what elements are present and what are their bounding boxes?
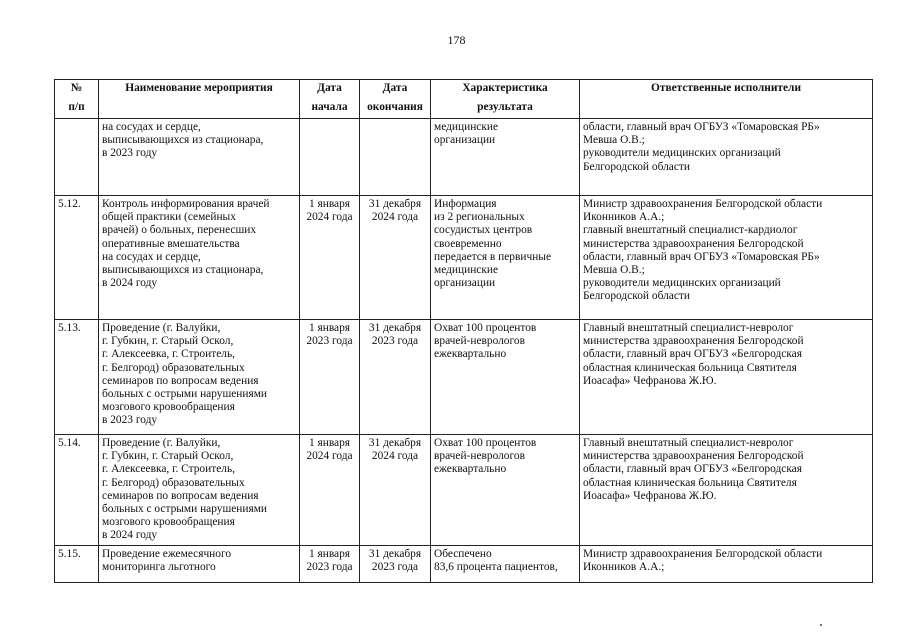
table-header-row	[55, 80, 873, 119]
start-date: 1 января 2024 года	[300, 435, 360, 546]
header-name: Наименование мероприятия	[99, 80, 300, 119]
start-date: 1 января 2023 года	[300, 320, 360, 435]
header-start-date: Дата начала	[300, 80, 360, 119]
result-text: Охват 100 процентов врачей-неврологов ежеквартально	[431, 320, 580, 435]
activity-name: Проведение (г. Валуйки, г. Губкин, г. Старый Оскол, г. Алексеевка, г. Строитель, г. Белгород) образовательных семинаров по вопросам ведения больных с острыми нарушениями мозгового кровообращения в 2023 году	[99, 320, 300, 435]
activities-table	[54, 79, 873, 583]
start-date	[300, 119, 360, 196]
row-number: 5.14.	[55, 435, 99, 546]
activity-name: Проведение ежемесячного мониторинга льготного	[99, 546, 300, 583]
start-date: 1 января 2023 года	[300, 546, 360, 583]
activity-name: Контроль информирования врачей общей практики (семейных врачей) о больных, перенесших оперативные вмешательства на сосудах и сердце, выписывающихся из стационара, в 2024 году	[99, 196, 300, 320]
row-number: 5.12.	[55, 196, 99, 320]
activity-name: на сосудах и сердце, выписывающихся из стационара, в 2023 году	[99, 119, 300, 196]
responsible-text: Главный внештатный специалист-невролог министерства здравоохранения Белгородской области, главный врач ОГБУЗ «Белгородская областная клиническая больница Святителя Иоасафа» Чефранова Ж.Ю.	[580, 435, 873, 546]
end-date: 31 декабря 2023 года	[360, 320, 431, 435]
responsible-text: Главный внештатный специалист-невролог министерства здравоохранения Белгородской области, главный врач ОГБУЗ «Белгородская областная клиническая больница Святителя Иоасафа» Чефранова Ж.Ю.	[580, 320, 873, 435]
end-date	[360, 119, 431, 196]
end-date: 31 декабря 2024 года	[360, 196, 431, 320]
header-responsible: Ответственные исполнители	[580, 80, 873, 119]
table-row	[55, 546, 873, 583]
header-num: № п/п	[55, 80, 99, 119]
activity-name: Проведение (г. Валуйки, г. Губкин, г. Старый Оскол, г. Алексеевка, г. Строитель, г. Белгород) образовательных семинаров по вопросам ведения больных с острыми нарушениями мозгового кровообращения в 2024 году	[99, 435, 300, 546]
table-row	[55, 196, 873, 320]
header-end-date: Дата окончания	[360, 80, 431, 119]
end-date: 31 декабря 2023 года	[360, 546, 431, 583]
row-number: 5.13.	[55, 320, 99, 435]
responsible-text: Министр здравоохранения Белгородской области Иконников А.А.;	[580, 546, 873, 583]
header-result: Характеристика результата	[431, 80, 580, 119]
page-number: 178	[447, 33, 466, 47]
scan-speck	[820, 624, 822, 626]
result-text: Информация из 2 региональных сосудистых центров своевременно передается в первичные медицинские организации	[431, 196, 580, 320]
row-number	[55, 119, 99, 196]
table-row	[55, 320, 873, 435]
table-row	[55, 435, 873, 546]
start-date: 1 января 2024 года	[300, 196, 360, 320]
row-number: 5.15.	[55, 546, 99, 583]
responsible-text: Министр здравоохранения Белгородской области Иконников А.А.; главный внештатный специалист-кардиолог министерства здравоохранения Белгородской области, главный врач ОГБУЗ «Томаровская РБ» Мевша О.В.; руководители медицинских организаций Белгородской области	[580, 196, 873, 320]
result-text: Обеспечено 83,6 процента пациентов,	[431, 546, 580, 583]
end-date: 31 декабря 2024 года	[360, 435, 431, 546]
result-text: Охват 100 процентов врачей-неврологов ежеквартально	[431, 435, 580, 546]
result-text: медицинские организации	[431, 119, 580, 196]
responsible-text: области, главный врач ОГБУЗ «Томаровская РБ» Мевша О.В.; руководители медицинских организаций Белгородской области	[580, 119, 873, 196]
table-row	[55, 119, 873, 196]
